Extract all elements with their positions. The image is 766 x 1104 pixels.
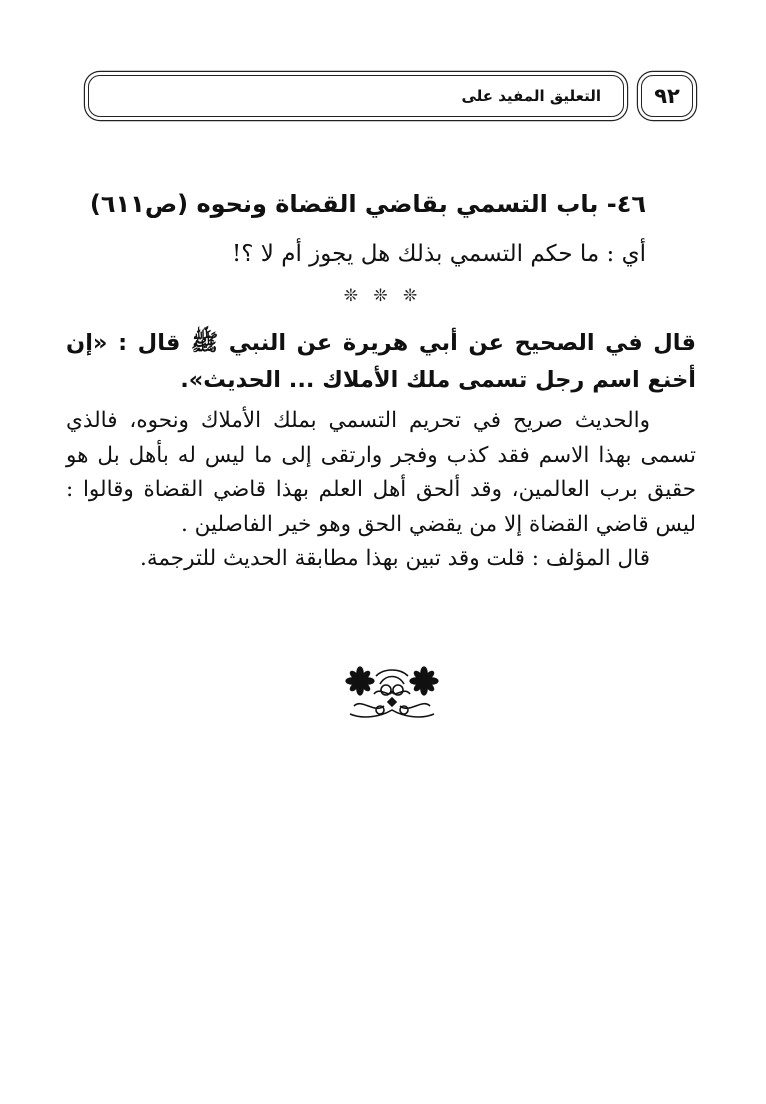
running-header-title: التعليق المفيد على (461, 87, 601, 105)
page-number-frame (641, 75, 693, 117)
chapter-heading: ٤٦- باب التسمي بقاضي القضاة ونحوه (ص٦١١) (89, 190, 646, 218)
floral-ornament-icon (344, 664, 440, 720)
commentary-paragraph-2: قال المؤلف : قلت وقد تبين بهذا مطابقة الحديث للترجمة. (140, 546, 650, 571)
commentary (66, 404, 696, 577)
chapter-explanation: أي : ما حكم التسمي بذلك هل يجوز أم لا ؟! (232, 241, 646, 267)
hadith-text: قال في الصحيح عن أبي هريرة عن النبي ﷺ قال : «إن أخنع اسم رجل تسمى ملك الأملاك ... الحديث». (66, 330, 696, 393)
section-separator: ❊ ❊ ❊ (343, 286, 423, 306)
running-header-frame (88, 75, 624, 117)
commentary-paragraph-1: والحديث صريح في تحريم التسمي بملك الأملاك ونحوه، فالذي تسمى بهذا الاسم فقد كذب وفجر وارتقى إلى ما ليس له بأهل بل هو حقيق برب العالمين، وقد ألحق أهل العلم بهذا قاضي القضاة وقالوا : ليس قاضي القضاة إلا من يقضي الحق وهو خير الفاصلين . (66, 408, 696, 537)
page-number: ٩٢ (654, 84, 680, 108)
